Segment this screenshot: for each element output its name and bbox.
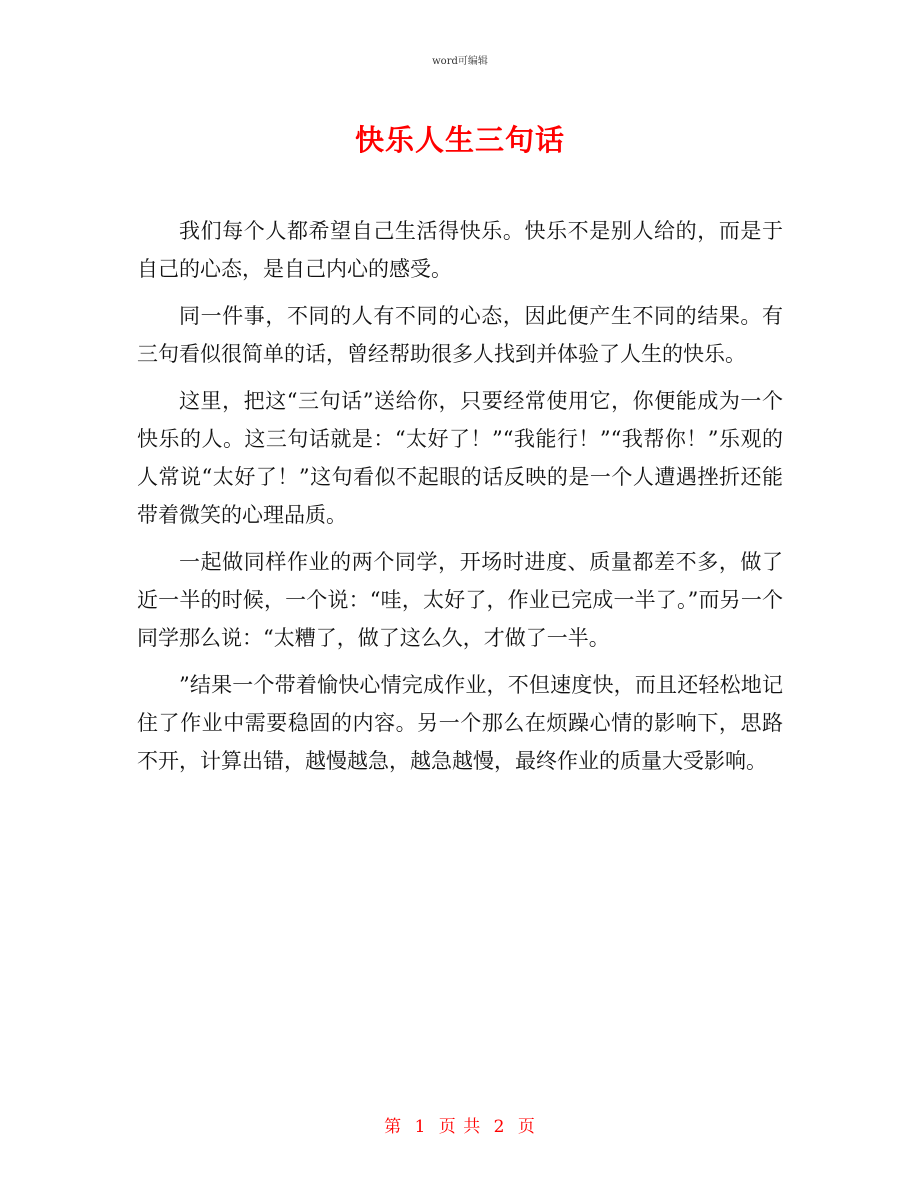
paragraph: 这里，把这“三句话”送给你，只要经常使用它，你便能成为一个快乐的人。这三句话就是：“太好了！”“我能行！”“我帮你！”乐观的人常说“太好了！”这句看似不起眼的话反映的是一个人遭遇挫折还能带着微笑的心理品质。 [137, 389, 783, 527]
document-title: 快乐人生三句话 [354, 123, 565, 157]
paragraph: 我们每个人都希望自己生活得快乐。快乐不是别人给的，而是于自己的心态，是自己内心的感受。 [137, 219, 783, 281]
page-label-middle: 页 共 [438, 1117, 482, 1137]
page-footer [0, 1112, 920, 1137]
header-note: word可编辑 [432, 56, 488, 67]
page-label-prefix: 第 [384, 1117, 403, 1137]
page-number: 1 [414, 1117, 427, 1137]
total-pages: 2 [493, 1117, 506, 1137]
page-label-suffix: 页 [517, 1117, 536, 1137]
paragraph: 同一件事，不同的人有不同的心态，因此便产生不同的结果。有三句看似很简单的话，曾经帮助很多人找到并体验了人生的快乐。 [137, 304, 783, 366]
document-body [137, 212, 783, 789]
paragraph: ”结果一个带着愉快心情完成作业，不但速度快，而且还轻松地记住了作业中需要稳固的内容。另一个那么在烦躁心情的影响下，思路不开，计算出错，越慢越急，越急越慢，最终作业的质量大受影响。 [137, 673, 783, 773]
paragraph: 一起做同样作业的两个同学，开场时进度、质量都差不多，做了近一半的时候，一个说：“哇，太好了，作业已完成一半了。”而另一个同学那么说：“太糟了，做了这么久，才做了一半。 [137, 550, 783, 650]
